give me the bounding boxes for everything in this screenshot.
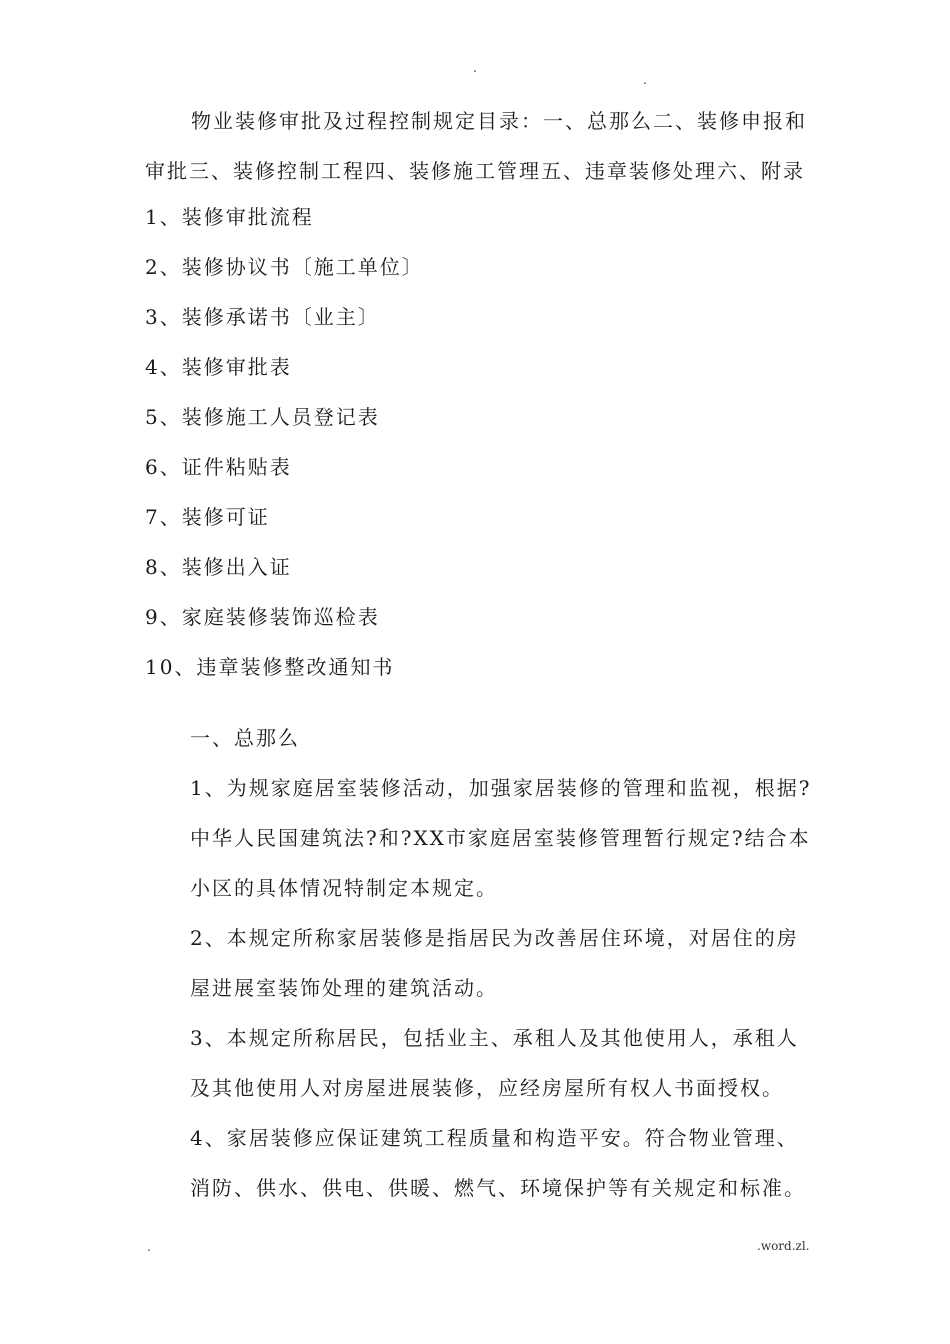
toc-item: 8、装修出入证 [145, 555, 292, 579]
toc-item: 2、装修协议书〔施工单位〕 [145, 255, 424, 279]
toc-item: 9、家庭装修装饰巡检表 [145, 605, 380, 629]
section-title: 一、总那么 [190, 726, 300, 750]
toc-item: 1、装修审批流程 [145, 205, 314, 229]
toc-item: 5、装修施工人员登记表 [145, 405, 380, 429]
body-paragraph: 3、本规定所称居民，包括业主、承租人及其他使用人，承租人及其他使用人对房屋进展装修，应经房屋所有权人书面授权。 [190, 1026, 799, 1100]
footer-dot: . [147, 1240, 151, 1254]
body-paragraph: 1、为规家庭居室装修活动，加强家居装修的管理和监视，根据?中华人民国建筑法?和?XX市家庭居室装修管理暂行规定?结合本小区的具体情况特制定本规定。 [190, 776, 812, 900]
toc-item: 3、装修承诺书〔业主〕 [145, 305, 380, 329]
toc-item: 10、违章装修整改通知书 [145, 655, 395, 679]
toc-item: 4、装修审批表 [145, 355, 292, 379]
body-paragraph: 4、家居装修应保证建筑工程质量和构造平安。符合物业管理、消防、供水、供电、供暖、燃气、环境保护等有关规定和标准。 [190, 1126, 806, 1200]
table-of-contents [145, 192, 424, 692]
body-paragraph: 2、本规定所称家居装修是指居民为改善居住环境，对居住的房屋进展室装饰处理的建筑活动。 [190, 926, 799, 1000]
header-dot-right: . [643, 73, 647, 87]
footer-source: .word.zl. [757, 1239, 810, 1253]
intro-paragraph: 物业装修审批及过程控制规定目录：一、总那么二、装修申报和审批三、装修控制工程四、装修施工管理五、违章装修处理六、附录 [145, 109, 807, 183]
header-dot-left: . [473, 61, 477, 75]
toc-item: 6、证件粘贴表 [145, 455, 292, 479]
section-body [190, 763, 815, 1213]
toc-item: 7、装修可证 [145, 505, 270, 529]
